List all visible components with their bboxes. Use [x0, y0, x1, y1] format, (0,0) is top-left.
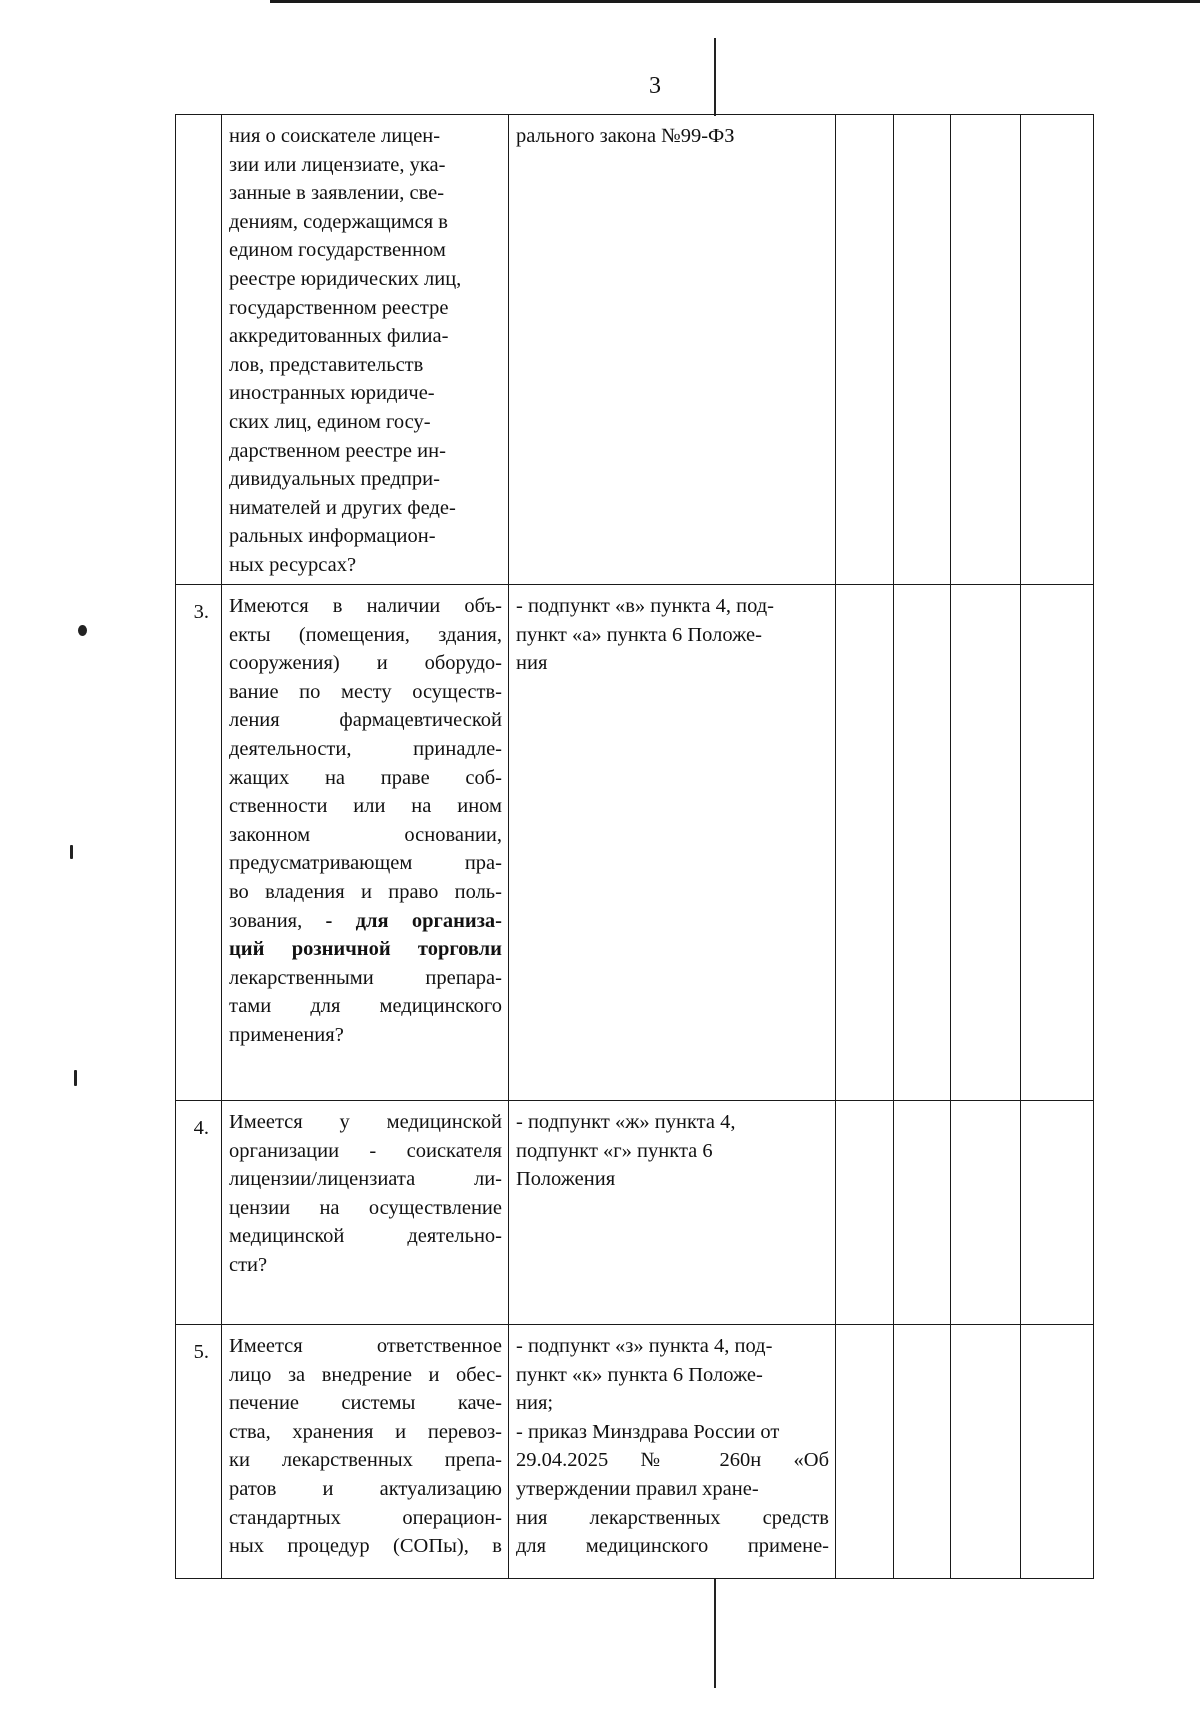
text-line: 29.04.2025 № 260н «Об: [516, 1449, 829, 1472]
text-line: лицензии/лицензиата ли-: [229, 1168, 502, 1191]
text-line: ственности или на ином: [229, 795, 502, 818]
scan-fold-line: [714, 1578, 716, 1688]
text-line: предусматривающем пра-: [229, 852, 502, 875]
table-row: [176, 1325, 1094, 1579]
text-line: иностранных юридиче-: [229, 382, 435, 405]
text-line: лекарственными препара-: [229, 966, 502, 989]
text-line: во владения и право поль-: [229, 880, 502, 903]
text-line: утверждении правил хране-: [516, 1477, 759, 1500]
empty-cell: [951, 1101, 1021, 1325]
requirements-cell: [509, 115, 836, 585]
row-number: 4.: [176, 1101, 222, 1325]
empty-cell: [836, 585, 894, 1101]
text-line: цензии на осуществление: [229, 1196, 502, 1219]
text-line: - приказ Минздрава России от: [516, 1420, 780, 1443]
text-line: реестре юридических лиц,: [229, 267, 462, 290]
text-line: ния о соискателе лицен-: [229, 125, 441, 147]
text-line: государственном реестре: [229, 296, 449, 319]
text-line: стандартных операцион-: [229, 1506, 502, 1529]
text-line: Положения: [516, 1168, 616, 1191]
text-fragment: зования,: [229, 909, 326, 932]
text-line: сти?: [229, 1253, 268, 1276]
text-line: нимателей и других феде-: [229, 496, 456, 519]
scan-fold-line: [714, 38, 716, 116]
row-number: 5.: [176, 1325, 222, 1579]
scan-top-rule: [270, 0, 1200, 3]
text-line: - подпункт «з» пункта 4, под-: [516, 1335, 773, 1357]
bold-line: ций розничной торговли: [229, 938, 502, 961]
text-line: - подпункт «ж» пункта 4,: [516, 1111, 736, 1133]
text-line: дениям, содержащимся в: [229, 210, 448, 233]
table-row: [176, 585, 1094, 1101]
text-line: [229, 907, 502, 936]
question-cell: [222, 115, 509, 585]
text-line: ских лиц, едином госу-: [229, 410, 431, 433]
text-line: применения?: [229, 1023, 344, 1046]
text-line: жащих на праве соб-: [229, 766, 502, 789]
empty-cell: [1021, 1325, 1094, 1579]
text-line: Имеется у медицинской: [229, 1111, 502, 1133]
text-line: деятельности, принадле-: [229, 737, 502, 760]
requirements-cell: [509, 1101, 836, 1325]
text-line: ных ресурсах?: [229, 553, 357, 576]
requirements-cell: [509, 1325, 836, 1579]
empty-cell: [894, 1325, 951, 1579]
text-line: дарственном реестре ин-: [229, 439, 446, 462]
question-cell: [222, 1325, 509, 1579]
text-line: ки лекарственных препа-: [229, 1449, 502, 1472]
text-line: занные в заявлении, све-: [229, 182, 445, 205]
empty-cell: [894, 115, 951, 585]
text-line: тами для медицинского: [229, 995, 502, 1018]
empty-cell: [836, 1325, 894, 1579]
empty-cell: [951, 1325, 1021, 1579]
row-number: 3.: [176, 585, 222, 1101]
empty-cell: [1021, 115, 1094, 585]
scan-speck: [74, 1070, 77, 1086]
table-row: [176, 1101, 1094, 1325]
text-line: для медицинского примене-: [516, 1535, 829, 1558]
text-line: рального закона №99-ФЗ: [516, 125, 735, 147]
text-line: аккредитованных филиа-: [229, 325, 449, 348]
text-line: Имеются в наличии объ-: [229, 595, 502, 617]
text-line: едином государственном: [229, 239, 446, 262]
bold-fragment: - для организа-: [325, 909, 503, 932]
empty-cell: [894, 585, 951, 1101]
empty-cell: [894, 1101, 951, 1325]
text-line: вание по месту осуществ-: [229, 680, 502, 703]
scan-speck: [70, 845, 73, 859]
requirements-cell: [509, 585, 836, 1101]
table-row: [176, 115, 1094, 585]
empty-cell: [836, 115, 894, 585]
empty-cell: [1021, 1101, 1094, 1325]
text-line: екты (помещения, здания,: [229, 623, 502, 646]
text-line: ния лекарственных средств: [516, 1506, 829, 1529]
text-line: ральных информацион-: [229, 525, 436, 548]
text-line: ства, хранения и перевоз-: [229, 1420, 502, 1443]
text-line: медицинской деятельно-: [229, 1225, 502, 1248]
checklist-table: [175, 114, 1094, 1579]
text-line: печение системы каче-: [229, 1392, 502, 1415]
text-line: пункт «к» пункта 6 Положе-: [516, 1363, 763, 1386]
text-line: ния;: [516, 1392, 554, 1415]
text-line: лов, представительств: [229, 353, 424, 376]
text-line: сооружения) и оборудо-: [229, 652, 502, 675]
empty-cell: [951, 585, 1021, 1101]
text-line: ных процедур (СОПы), в: [229, 1535, 502, 1558]
text-line: пункт «а» пункта 6 Положе-: [516, 623, 762, 646]
text-line: Имеется ответственное: [229, 1335, 502, 1357]
text-line: ления фармацевтической: [229, 709, 502, 732]
text-line: зии или лицензиате, ука-: [229, 153, 446, 176]
text-line: подпункт «г» пункта 6: [516, 1139, 713, 1162]
text-line: ратов и актуализацию: [229, 1477, 502, 1500]
text-line: законном основании,: [229, 823, 502, 846]
scan-speck: [78, 625, 87, 636]
text-line: организации - соискателя: [229, 1139, 502, 1162]
question-cell: [222, 585, 509, 1101]
page-number: 3: [649, 73, 661, 99]
text-line: лицо за внедрение и обес-: [229, 1363, 502, 1386]
row-number: [176, 115, 222, 585]
empty-cell: [1021, 585, 1094, 1101]
text-line: дивидуальных предпри-: [229, 468, 440, 491]
empty-cell: [951, 115, 1021, 585]
text-line: ния: [516, 652, 548, 675]
question-cell: [222, 1101, 509, 1325]
empty-cell: [836, 1101, 894, 1325]
text-line: - подпункт «в» пункта 4, под-: [516, 595, 774, 617]
